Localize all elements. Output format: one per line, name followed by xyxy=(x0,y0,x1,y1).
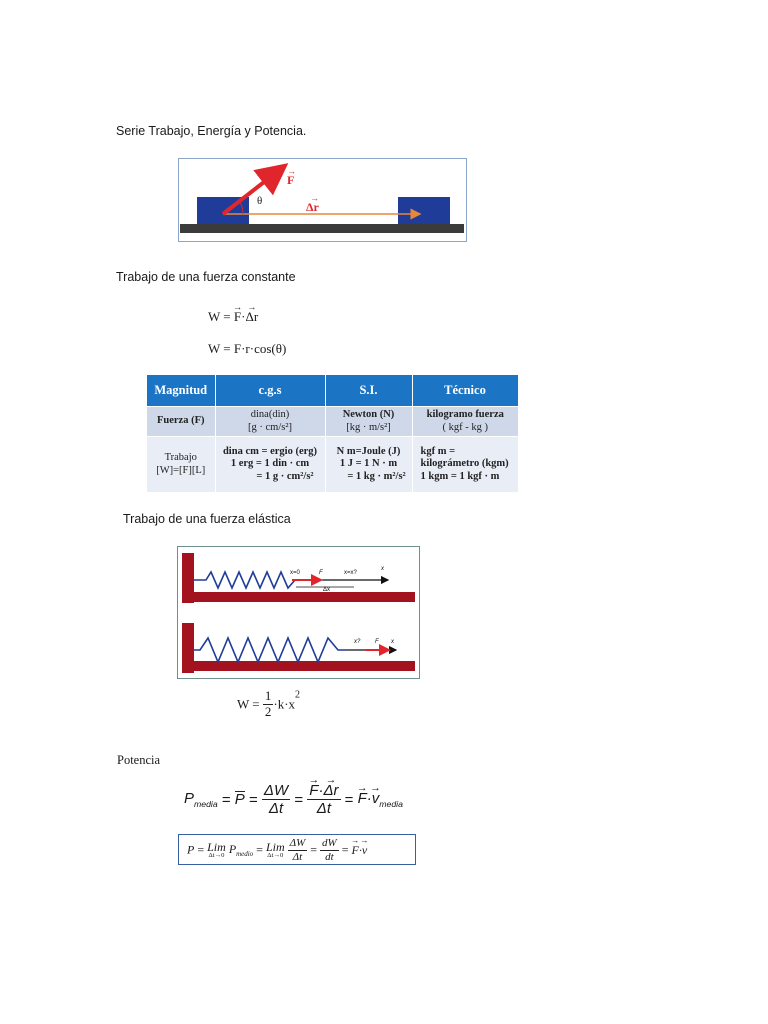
dw-over-dt-derivative: $\frac{dW}{dt}$ xyxy=(322,837,337,863)
p-inst: P xyxy=(187,842,195,857)
eq1: = xyxy=(221,791,231,809)
label-F-bottom: F xyxy=(375,639,379,645)
p-bar: P xyxy=(234,791,245,809)
label-x-top: x xyxy=(381,566,384,572)
label-x-bottom: x xyxy=(391,639,394,645)
trabajo-tecnico: kgf m = kilográmetro (kgm) 1 kgm = 1 kgf · m xyxy=(412,437,518,493)
eq8: = xyxy=(341,842,349,857)
eq3: = xyxy=(294,791,304,809)
mean-power-formula xyxy=(184,782,403,818)
displacement-vector: → Δr xyxy=(245,309,258,325)
force-vector-mark: → xyxy=(287,166,296,176)
p-media: $P_{media}$ xyxy=(184,790,218,810)
angle-label: θ xyxy=(257,195,263,207)
header-magnitud: Magnitud xyxy=(147,375,215,407)
eq2: = xyxy=(248,791,258,809)
trabajo-cgs: dina cm = ergio (erg) 1 erg = 1 din · cm = 1 g · cm²/s² xyxy=(215,437,325,493)
elastic-lhs: W = xyxy=(237,696,263,712)
floor-top xyxy=(182,592,415,602)
spring-stretched xyxy=(194,638,346,662)
fuerza-tecnico: kilogramo fuerza ( kgf - kg ) xyxy=(412,407,518,437)
trabajo-label: Trabajo [W]=[F][L] xyxy=(147,437,215,493)
work-lhs: W = xyxy=(208,309,234,324)
header-cgs: c.g.s xyxy=(215,375,325,407)
page-title: Serie Trabajo, Energía y Potencia. xyxy=(116,124,307,138)
constant-force-diagram xyxy=(179,159,466,241)
elastic-work-formula xyxy=(237,689,300,720)
elastic-force-figure xyxy=(177,546,420,679)
fuerza-si: Newton (N) [kg · m/s²] xyxy=(325,407,412,437)
f-dot-v-media: → $F\cdot\to v_{media}$ xyxy=(358,790,403,807)
label-x0: x=0 xyxy=(290,570,300,576)
displacement-vector-mark: → xyxy=(310,193,319,203)
header-tecnico: Técnico xyxy=(412,375,518,407)
displacement-label: Δr xyxy=(306,200,319,214)
trabajo-si: N m=Joule (J) 1 J = 1 N · m = 1 kg · m²/s² xyxy=(325,437,412,493)
force-arrow xyxy=(223,168,282,214)
spring-diagram xyxy=(178,547,419,678)
constant-force-heading: Trabajo de una fuerza constante xyxy=(116,270,296,284)
eq4: = xyxy=(344,791,354,809)
label-F-top: F xyxy=(319,570,323,576)
label-xx: x=x? xyxy=(344,570,357,576)
table-row-trabajo xyxy=(147,437,518,493)
dw-over-dt-2: $\frac{\Delta W}{\Delta t}$ xyxy=(289,837,306,863)
dw-over-dt: $\frac{\Delta W}{\Delta t}$ xyxy=(263,782,289,818)
header-si: S.I. xyxy=(325,375,412,407)
units-table xyxy=(147,375,519,492)
f-dot-dr-over-dt: → $\frac{F\cdot\to \Delta r}{\Delta t}$ xyxy=(307,782,340,818)
table-row-fuerza xyxy=(147,407,518,437)
fuerza-cgs: dina(din) [g · cm/s²] xyxy=(215,407,325,437)
elastic-exponent: 2 xyxy=(295,689,301,701)
instant-power-box xyxy=(178,834,416,865)
force-label: F xyxy=(287,173,295,187)
work-cosine-formula: W = F·r·cos(θ) xyxy=(208,341,287,356)
eq7: = xyxy=(310,842,318,857)
fuerza-label: Fuerza (F) xyxy=(147,407,215,437)
work-vector-formula xyxy=(208,309,258,325)
label-dx: Δx xyxy=(323,587,331,593)
elastic-rest: ·k·x xyxy=(273,696,296,712)
half-fraction: $\frac{1}{2}$ xyxy=(264,688,272,719)
limit-1: Lim Δt→0 xyxy=(207,839,226,859)
instant-power-formula xyxy=(187,837,367,863)
ground-bar xyxy=(180,224,464,233)
power-heading: Potencia xyxy=(117,753,161,767)
eq5: = xyxy=(197,842,205,857)
elastic-force-heading: Trabajo de una fuerza elástica xyxy=(123,512,291,526)
block-end xyxy=(398,197,450,224)
f-dot-v: → F·→ v xyxy=(351,843,367,857)
dot-operator: · xyxy=(241,309,246,324)
constant-force-figure xyxy=(178,158,467,242)
p-medio: $P_{medio}$ xyxy=(228,842,254,859)
eq6: = xyxy=(256,842,263,857)
force-vector: → F xyxy=(234,309,241,325)
label-xq: x? xyxy=(354,639,361,645)
limit-2: Lim Δt→0 xyxy=(265,839,285,859)
